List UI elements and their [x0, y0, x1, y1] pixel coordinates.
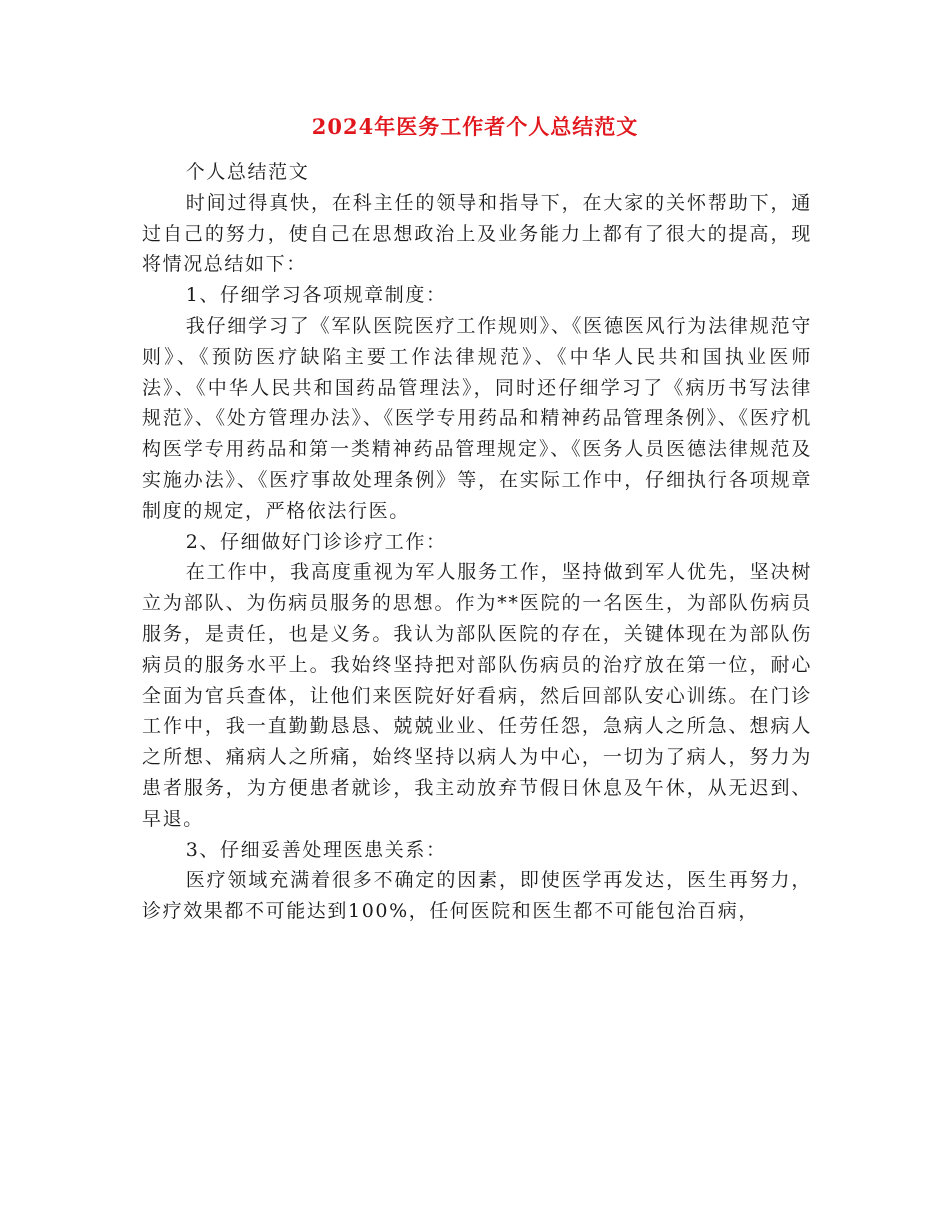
paragraph-section-1: 我仔细学习了《军队医院医疗工作规则》、《医德医风行为法律规范守则》、《预防医疗缺陷主要工作法律规范》、《中华人民共和国执业医师法》、《中华人民共和国药品管理法》，同时还仔细学习了《病历书写法律规范》、《处方管理办法》、《医学专用药品和精神药品管理条例》、《医疗机构医学专用药品和第一类精神药品管理规定》、《医务人员医德法律规范及实施办法》、《医疗事故处理条例》等，在实际工作中，仔细执行各项规章制度的规定，严格依法行医。: [142, 314, 812, 522]
document-body: [142, 157, 812, 927]
section-heading-3: 3、仔细妥善处理医患关系：: [185, 838, 447, 861]
document-title: 2024年医务工作者个人总结范文: [311, 114, 639, 139]
paragraph-section-2: 在工作中，我高度重视为军人服务工作，坚持做到军人优先，坚决树立为部队、为伤病员服务的思想。作为**医院的一名医生，为部队伤病员服务，是责任，也是义务。我认为部队医院的存在，关键体现在为部队伤病员的服务水平上。我始终坚持把对部队伤病员的治疗放在第一位，耐心全面为官兵查体，让他们来医院好好看病，然后回部队安心训练。在门诊工作中，我一直勤勤恳恳、兢兢业业、任劳任怨，急病人之所急、想病人之所想、痛病人之所痛，始终坚持以病人为中心，一切为了病人，努力为患者服务，为方便患者就诊，我主动放弃节假日休息及午休，从无迟到、早退。: [142, 561, 812, 830]
section-heading-2: 2、仔细做好门诊诊疗工作：: [185, 530, 447, 553]
paragraph-section-3: 医疗领域充满着很多不确定的因素，即使医学再发达，医生再努力，诊疗效果都不可能达到100%，任何医院和医生都不可能包治百病，: [142, 869, 812, 923]
paragraph-subtitle: 个人总结范文: [185, 161, 310, 183]
section-heading-1: 1、仔细学习各项规章制度：: [185, 284, 447, 307]
paragraph-intro: 时间过得真快，在科主任的领导和指导下，在大家的关怀帮助下，通过自己的努力，使自己在思想政治上及业务能力上都有了很大的提高，现将情况总结如下：: [142, 191, 812, 276]
